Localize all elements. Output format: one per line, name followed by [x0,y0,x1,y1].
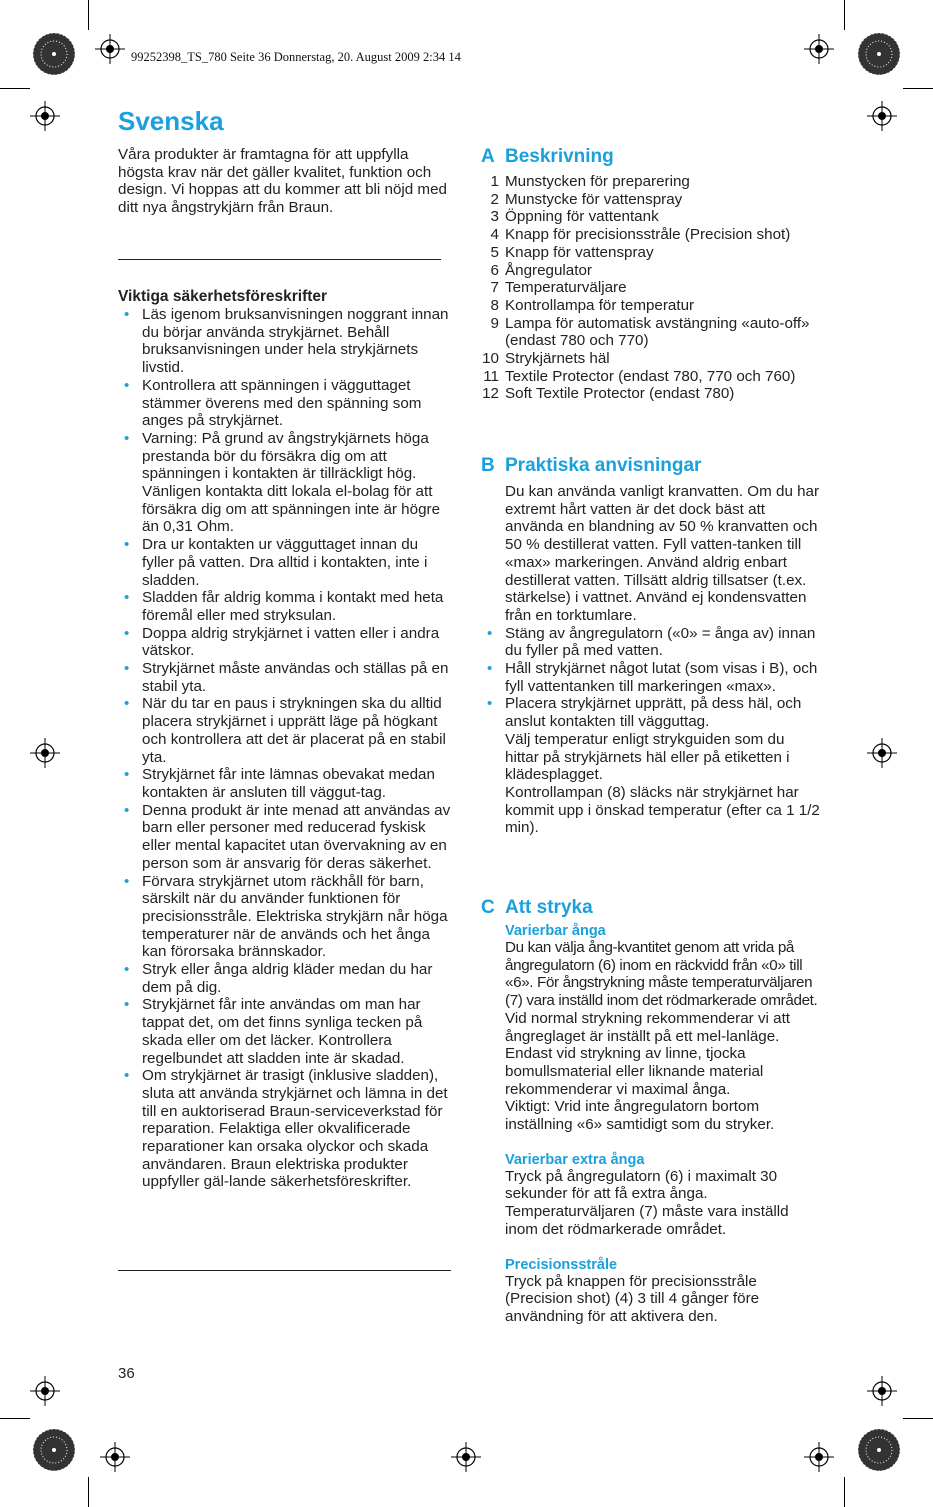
list-item: • Läs igenom bruksanvisningen noggrant innan du börjar använda strykjärnet. Behåll bruksanvisningen under hela strykjärnets livstid. [118,306,453,377]
registration-mark-icon [30,1376,60,1406]
paragraph: Tryck på knappen för precisionsstråle (Precision shot) (4) 3 till 4 gånger före användning för att aktivera den. [505,1272,760,1325]
item-text: Kontrollampa för temperatur [505,296,695,314]
star-target-icon [857,32,901,76]
section-title: Att stryka [505,897,593,918]
print-header: 99252398_TS_780 Seite 36 Donnerstag, 20. August 2009 2:34 14 [131,50,461,64]
page-title: Svenska [118,106,224,136]
registration-mark-icon [95,34,125,64]
list-item: • Kontrollera att spänningen i vägguttaget stämmer överens med den spänning som anges på strykjärnet. [118,377,453,430]
list-item: • Förvara strykjärnet utom räckhåll för barn, särskilt när du använder funktionen för precisionsstråle. Elektriska strykjärn når höga temperaturer när de används och het ånga kan förorsaka brännskador. [118,873,453,962]
page-number: 36 [118,1365,135,1382]
item-text: Öppning för vattentank [505,208,659,226]
list-item: • Placera strykjärnet upprätt, på dess häl, och anslut kontakten till vägguttag. [481,695,821,730]
crop-mark-line [88,1477,89,1507]
list-item [481,350,821,368]
list-item: • Sladden får aldrig komma i kontakt med heta föremål eller med stryksulan. [118,589,453,624]
section-letter: B [481,455,495,476]
item-number: 5 [490,243,499,261]
item-number: 8 [490,296,499,314]
list-item: • Stryk eller ånga aldrig kläder medan du har dem på dig. [118,961,453,996]
list-item [481,385,821,403]
crop-mark-line [88,0,89,30]
list-item: • Doppa aldrig strykjärnet i vatten eller i andra vätskor. [118,625,453,660]
safety-heading: Viktiga säkerhetsföreskrifter [118,288,328,305]
list-item [481,244,821,262]
item-number: 12 [482,385,499,403]
safety-list [118,306,453,1191]
registration-mark-icon [867,101,897,131]
item-text: Textile Protector (endast 780, 770 och 760) [505,367,796,385]
crop-mark-line [844,1477,845,1507]
item-text: Temperaturväljare [505,279,627,297]
list-item [481,315,821,350]
crop-mark-line [0,88,30,89]
list-item: • Varning: På grund av ångstrykjärnets höga prestanda bör du försäkra dig om att spänningen i kontakten är tillräckligt hög. Vänligen kontakta ditt lokala el-bolag för att försäkra dig om att spänningen inte är högre än 0,31 Ohm. [118,430,453,536]
star-target-icon [32,32,76,76]
item-text: Strykjärnets häl [505,350,610,368]
section-b-intro: Du kan använda vanligt kranvatten. Om du har extremt hårt vatten är det dock bäst att använda en blandning av 50 % kranvatten och 50 % destillerat vatten. Fyll vatten-tanken till «max» markeringen. Använd aldrig enbart destillerat vatten. Tillsätt aldrig tillsatser (t.ex. stärkelse) i vattnet. Använd ej kondensvatten från en torktumlare. [505,483,820,624]
registration-mark-icon [867,1376,897,1406]
section-a [481,146,821,403]
item-number: 10 [482,350,499,368]
list-item [481,368,821,386]
crop-mark-line [844,0,845,30]
list-item: • Denna produkt är inte menad att användas av barn eller personer med reducerad fyskisk eller mental kapacitet utan övervakning av en person som är ansvarig för deras säkerhet. [118,802,453,873]
paragraph: Viktigt: Vrid inte ångregulatorn bortom inställning «6» samtidigt som du stryker. [505,1098,775,1134]
item-text: Soft Textile Protector (endast 780) [505,385,735,403]
item-text: Ångregulator [505,261,592,279]
star-target-icon [857,1428,901,1472]
list-item [481,173,821,191]
item-text: Munstycke för vattenspray [505,190,683,208]
crop-mark-line [903,88,933,89]
list-item [481,262,821,280]
list-item: • Strykjärnet måste användas och ställas på en stabil yta. [118,660,453,695]
temperature-paragraph: Välj temperatur enligt strykguiden som du hittar på strykjärnets häl eller på etiketten i klädesplagget. [505,730,790,784]
paragraph: Du kan välja ång-kvantitet genom att vrida på ångregulatorn (6) inom en räckvidd från «0» till «6». För ångstrykning måste temperaturväljaren (7) vara inställd inom det rödmarkerade området. [505,939,818,1010]
list-item [481,208,821,226]
list-item: • Håll strykjärnet något lutat (som visas i B), och fyll vattentanken till markeringen «max». [481,660,821,695]
safety-section [118,288,453,1191]
section-a-heading [481,146,821,168]
paragraph: Tryck på ångregulatorn (6) i maximalt 30 sekunder för att få extra ånga. Temperaturväljaren (7) måste vara inställd inom det rödmarkerade området. [505,1167,789,1238]
list-item [481,297,821,315]
registration-mark-icon [30,738,60,768]
section-letter: A [481,146,495,167]
crop-mark-line [903,1418,933,1419]
list-item: • Om strykjärnet är trasigt (inklusive sladden), sluta att använda strykjärnet och lämna in det till en auktoriserad Braun-serviceverkstad för reparation. Felaktiga eller okvalificerade reparationer kan orsaka olyckor och skada användaren. Braun elektriska produkter uppfyller gäl-lande säkerhetsföreskrifter. [118,1067,453,1191]
section-title: Praktiska anvisningar [505,455,702,476]
list-item: • Strykjärnet får inte lämnas obevakat medan kontakten är ansluten till väggut-tag. [118,766,453,801]
item-number: 9 [490,314,499,332]
item-text: Knapp för precisionsstråle (Precision shot) [505,226,791,244]
item-number: 6 [490,261,499,279]
section-letter: C [481,897,495,918]
section-c [481,897,821,1326]
item-number: 11 [483,367,499,385]
divider [118,1270,451,1271]
item-number: 7 [490,279,499,297]
section-b-list [481,625,821,731]
item-number: 1 [490,173,499,190]
registration-mark-icon [804,34,834,64]
divider [118,259,441,260]
list-item [481,226,821,244]
registration-mark-icon [451,1442,481,1472]
item-number: 2 [490,190,499,208]
lamp-paragraph: Kontrollampan (8) släcks när strykjärnet har kommit upp i önskad temperatur (efter ca 1 1/2 min). [505,783,820,837]
section-b [481,455,821,837]
section-title: Beskrivning [505,146,614,167]
registration-mark-icon [30,101,60,131]
paragraph: Vid normal strykning rekommenderar vi att ångreglaget är inställt på ett mel-lanläge. Endast vid strykning av linne, tjocka bomullsmaterial eller liknande material rekommenderar vi maximal ånga. [505,1009,791,1098]
crop-mark-line [0,1418,30,1419]
description-list [481,173,821,403]
list-item [481,279,821,297]
section-b-heading [481,455,821,477]
item-number: 4 [490,226,499,244]
star-target-icon [32,1428,76,1472]
list-item: • När du tar en paus i strykningen ska du alltid placera strykjärnet i upprätt läge på högkant och kontrollera att det är placerat på en stabil yta. [118,695,453,766]
registration-mark-icon [804,1442,834,1472]
subheading: Precisionsstråle [505,1256,618,1273]
list-item [481,191,821,209]
section-c-heading [481,897,821,919]
list-item: • Stäng av ångregulatorn («0» = ånga av) innan du fyller på med vatten. [481,625,821,660]
subheading: Varierbar ånga [505,923,606,939]
item-text: Lampa för automatisk avstängning «auto-off» (endast 780 och 770) [505,314,810,350]
list-item: • Dra ur kontakten ur vägguttaget innan du fyller på vatten. Dra alltid i kontakten, inte i sladden. [118,536,453,589]
item-text: Munstycken för preparering [505,173,690,190]
registration-mark-icon [100,1442,130,1472]
intro-paragraph: Våra produkter är framtagna för att uppfylla högsta krav när det gäller kvalitet, funktion och design. Vi hoppas att du kommer att bli nöjd med ditt nya ångstrykjärn från Braun. [118,146,447,217]
subheading: Varierbar extra ånga [505,1151,645,1168]
item-number: 3 [490,208,499,226]
item-text: Knapp för vattenspray [505,243,654,261]
registration-mark-icon [867,738,897,768]
list-item: • Strykjärnet får inte användas om man har tappat det, om det finns synliga tecken på skada eller om det läcker. Kontrollera regelbundet att sladden inte är skadad. [118,996,453,1067]
